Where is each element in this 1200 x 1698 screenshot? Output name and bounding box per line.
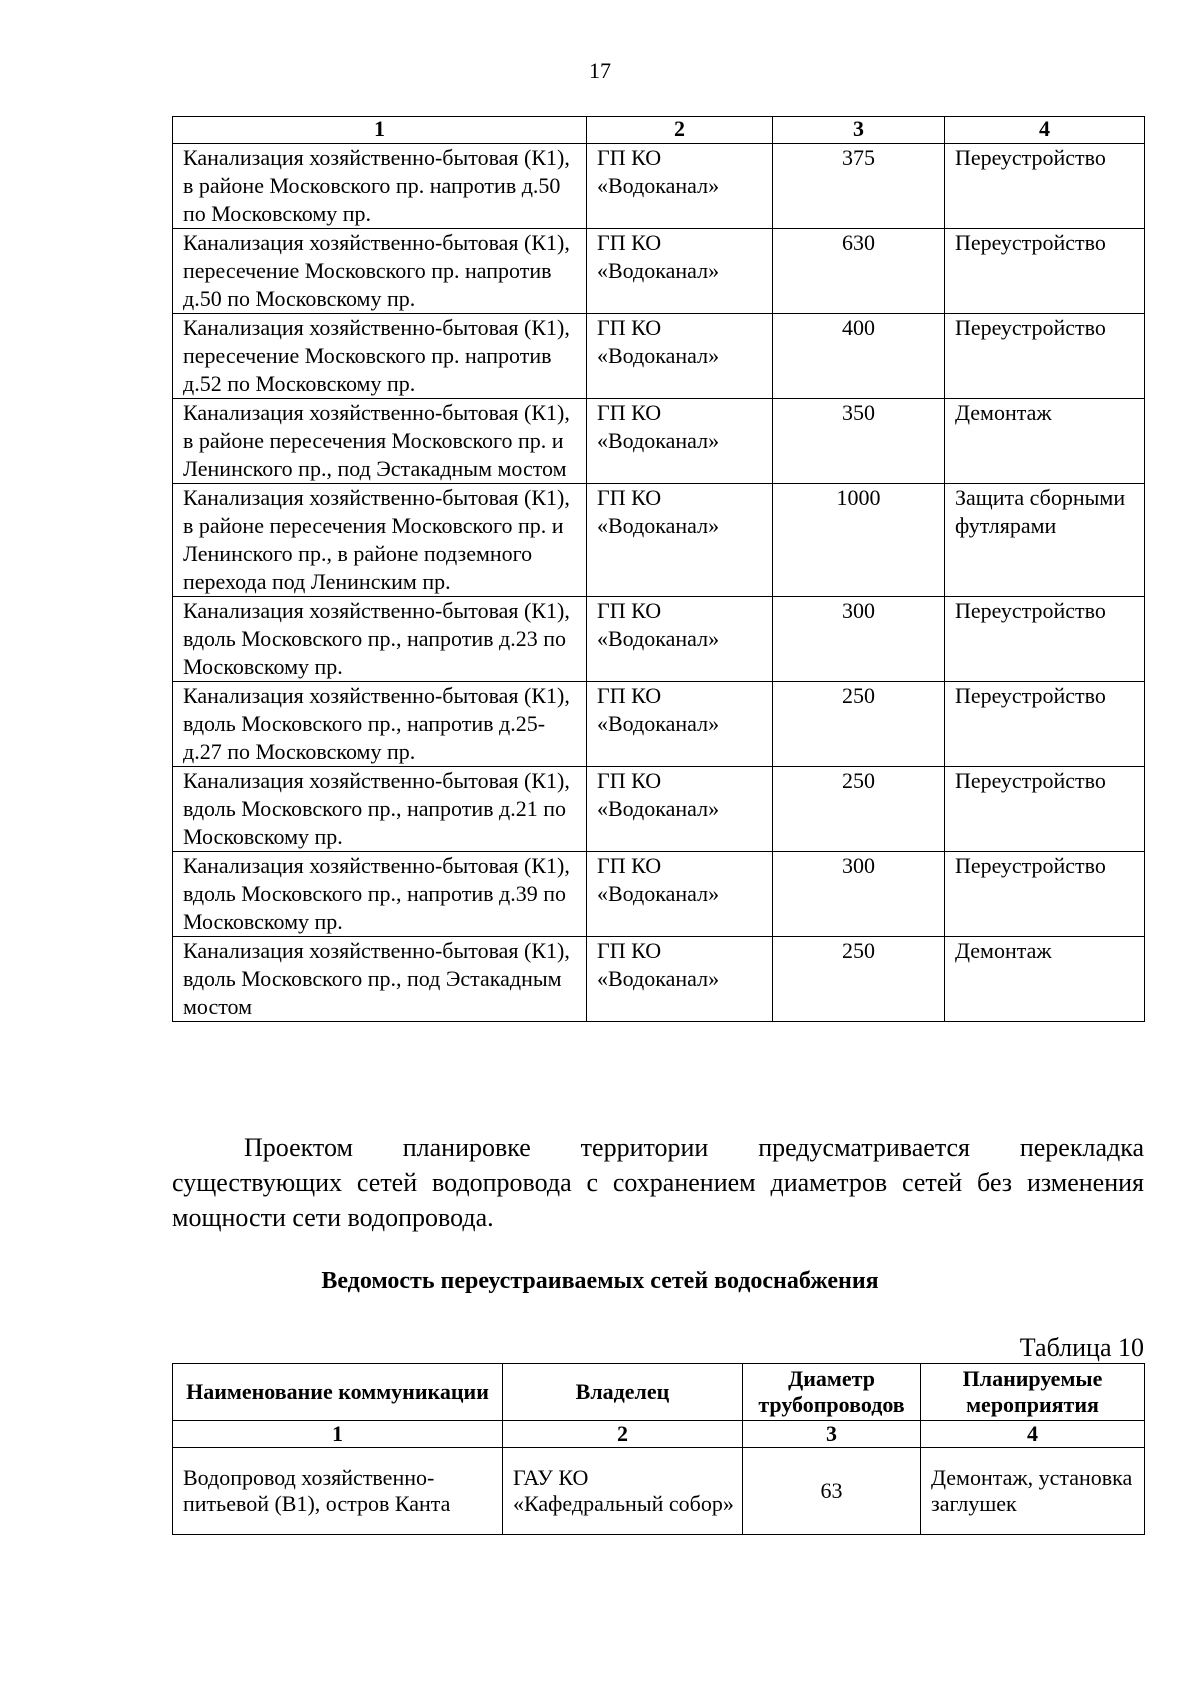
cell-owner: ГП КО «Водоканал» [587,852,773,937]
cell-diameter: 400 [773,314,945,399]
table-row [173,399,1145,484]
table-header-row [173,1364,1145,1421]
cell-owner: ГП КО «Водоканал» [587,484,773,597]
cell-diameter: 630 [773,229,945,314]
cell-name: Канализация хозяйственно-бытовая (К1), пересечение Московского пр. напротив д.50 по Московскому пр. [173,229,587,314]
column-number: 4 [921,1421,1145,1448]
cell-owner: ГП КО «Водоканал» [587,399,773,484]
cell-diameter: 63 [743,1448,921,1535]
cell-action: Переустройство [945,852,1145,937]
cell-diameter: 300 [773,852,945,937]
cell-name: Канализация хозяйственно-бытовая (К1), в районе Московского пр. напротив д.50 по Московскому пр. [173,144,587,229]
table-row [173,229,1145,314]
table-row [173,484,1145,597]
cell-diameter: 1000 [773,484,945,597]
cell-owner: ГП КО «Водоканал» [587,767,773,852]
cell-action: Демонтаж, установка заглушек [921,1448,1145,1535]
cell-action: Защита сборными футлярами [945,484,1145,597]
cell-owner: ГП КО «Водоканал» [587,937,773,1022]
column-number: 1 [173,1421,503,1448]
column-header: Наименование коммуникации [173,1364,503,1421]
cell-action: Переустройство [945,597,1145,682]
cell-diameter: 350 [773,399,945,484]
cell-action: Переустройство [945,682,1145,767]
cell-diameter: 250 [773,682,945,767]
cell-name: Канализация хозяйственно-бытовая (К1), пересечение Московского пр. напротив д.52 по Московскому пр. [173,314,587,399]
table-row [173,314,1145,399]
column-header: 1 [173,117,587,144]
column-header: Владелец [503,1364,743,1421]
cell-owner: ГП КО «Водоканал» [587,597,773,682]
table-row [173,937,1145,1022]
cell-owner: ГП КО «Водоканал» [587,682,773,767]
section-heading: Ведомость переустраиваемых сетей водоснабжения [321,1268,879,1294]
cell-diameter: 250 [773,767,945,852]
cell-name: Водопровод хозяйственно-питьевой (В1), остров Канта [173,1448,503,1535]
cell-name: Канализация хозяйственно-бытовая (К1), в районе пересечения Московского пр. и Ленинского пр., в районе подземного перехода под Ленинским пр. [173,484,587,597]
body-paragraph [172,1130,1144,1235]
cell-name: Канализация хозяйственно-бытовая (К1), вдоль Московского пр., напротив д.21 по Московскому пр. [173,767,587,852]
cell-owner: ГП КО «Водоканал» [587,314,773,399]
cell-diameter: 300 [773,597,945,682]
cell-name: Канализация хозяйственно-бытовая (К1), вдоль Московского пр., напротив д.25-д.27 по Московскому пр. [173,682,587,767]
column-number: 3 [743,1421,921,1448]
water-networks-table [172,1363,1145,1535]
cell-diameter: 375 [773,144,945,229]
cell-name: Канализация хозяйственно-бытовая (К1), вдоль Московского пр., напротив д.23 по Московскому пр. [173,597,587,682]
sewer-networks-table [172,116,1145,1022]
cell-action: Переустройство [945,767,1145,852]
table-row [173,852,1145,937]
table-row [173,597,1145,682]
column-header: 2 [587,117,773,144]
column-number: 2 [503,1421,743,1448]
cell-owner: ГАУ КО «Кафедральный собор» [503,1448,743,1535]
cell-action: Демонтаж [945,399,1145,484]
paragraph-rest: существующих сетей водопровода с сохранением диаметров сетей без изменения мощности сети водопровода. [172,1168,1144,1232]
table-row [173,144,1145,229]
table-header-row [173,117,1145,144]
page-number: 17 [589,58,611,83]
cell-name: Канализация хозяйственно-бытовая (К1), в районе пересечения Московского пр. и Ленинского пр., под Эстакадным мостом [173,399,587,484]
cell-diameter: 250 [773,937,945,1022]
table-label: Таблица 10 [1019,1333,1144,1362]
cell-action: Переустройство [945,229,1145,314]
table-row [173,1448,1145,1535]
column-number-row [173,1421,1145,1448]
cell-name: Канализация хозяйственно-бытовая (К1), вдоль Московского пр., напротив д.39 по Московскому пр. [173,852,587,937]
table-row [173,682,1145,767]
column-header: 4 [945,117,1145,144]
cell-owner: ГП КО «Водоканал» [587,144,773,229]
column-header: 3 [773,117,945,144]
table-row [173,767,1145,852]
cell-owner: ГП КО «Водоканал» [587,229,773,314]
paragraph-first-line: Проектом планировке территории предусматривается перекладка [244,1133,1144,1162]
cell-action: Переустройство [945,144,1145,229]
cell-name: Канализация хозяйственно-бытовая (К1), вдоль Московского пр., под Эстакадным мостом [173,937,587,1022]
cell-action: Переустройство [945,314,1145,399]
column-header: Диаметр трубопроводов [743,1364,921,1421]
cell-action: Демонтаж [945,937,1145,1022]
column-header: Планируемые мероприятия [921,1364,1145,1421]
